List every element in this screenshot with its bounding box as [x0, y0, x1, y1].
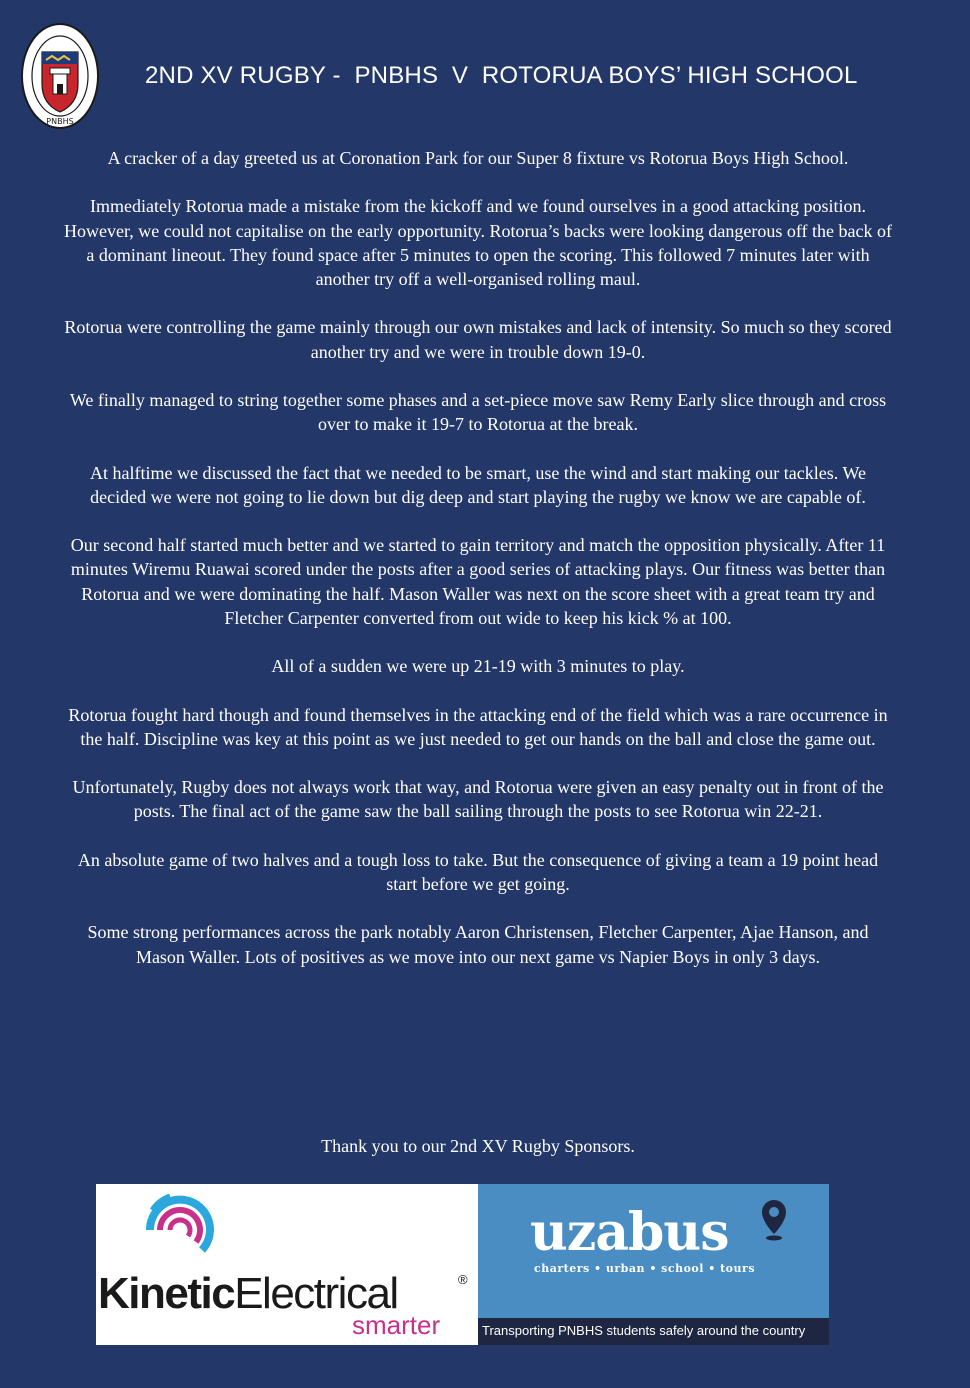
kinetic-wordmark: KineticElectrical: [98, 1269, 398, 1318]
report-paragraph: Rotorua fought hard though and found themselves in the attacking end of the field which was a rare occurrence in the half. Discipline was key at this point as we just needed to get our hands on the ball and close the game out.: [68, 704, 888, 749]
report-paragraph: Unfortunately, Rugby does not always work that way, and Rotorua were given an easy penalty out in front of the posts. The final act of the game saw the ball sailing through the posts to see Rotorua win 22-21.: [72, 777, 884, 822]
sponsor-thanks: Thank you to our 2nd XV Rugby Sponsors.: [321, 1136, 635, 1156]
kinetic-electrical-logo: [96, 1184, 478, 1345]
uzabus-tagline-strip: [478, 1318, 829, 1345]
report-paragraph: Some strong performances across the park notably Aaron Christensen, Fletcher Carpenter, Ajae Hanson, and Mason Waller. Lots of positives as we move into our next game vs Napier Boys in only 3 days.: [87, 922, 869, 967]
kinetic-tagline: smarter: [352, 1310, 441, 1340]
location-pin-icon: [760, 1198, 788, 1242]
registered-mark: ®: [458, 1272, 468, 1287]
page-title: 2ND XV RUGBY - PNBHS V ROTORUA BOYS’ HIGH SCHOOL: [145, 62, 858, 89]
report-paragraph: We finally managed to string together some phases and a set-piece move saw Remy Early slice through and cross over to make it 19-7 to Rotorua at the break.: [69, 389, 887, 435]
report-paragraph: All of a sudden we were up 21-19 with 3 minutes to play.: [271, 656, 685, 677]
uzabus-tagline: Transporting PNBHS students safely around the country: [482, 1323, 806, 1338]
kinetic-swirl-icon: [140, 1190, 218, 1266]
report-paragraph: Immediately Rotorua made a mistake from the kickoff and we found ourselves in a good attacking position. However, we could not capitalise on the early opportunity. Rotorua’s backs were looking dangerous off the back of a dominant lineout. They found space after 5 minutes to open the scoring. This followed 7 minutes later with another try off a well-organised rolling maul.: [63, 196, 893, 289]
uzabus-services: charters • urban • school • tours: [534, 1262, 756, 1275]
report-paragraph: A cracker of a day greeted us at Coronation Park for our Super 8 fixture vs Rotorua Boys High School.: [107, 148, 849, 168]
svg-text:PNBHS: PNBHS: [46, 117, 74, 126]
report-paragraph: Rotorua were controlling the game mainly through our own mistakes and lack of intensity. So much so they scored another try and we were in trouble down 19-0.: [64, 317, 892, 362]
school-crest-logo: [20, 22, 100, 134]
report-paragraph: Our second half started much better and we started to gain territory and match the opposition physically. After 11 minutes Wiremu Ruawai scored under the posts after a good series of attacking plays. Our fitness was better than Rotorua and we were dominating the half. Mason Waller was next on the score sheet with a great team try and Fletcher Carpenter converted from out wide to keep his kick % at 100.: [70, 535, 886, 628]
report-paragraph: An absolute game of two halves and a tough loss to take. But the consequence of giving a team a 19 point head start before we get going.: [77, 849, 879, 894]
uzabus-logo: [478, 1184, 829, 1345]
report-paragraph: At halftime we discussed the fact that we needed to be smart, use the wind and start making our tackles. We decided we were not going to lie down but dig deep and start playing the rugby we know we are capable of.: [90, 462, 866, 507]
match-report: [62, 146, 894, 993]
uzabus-wordmark: uzabus: [530, 1202, 729, 1263]
